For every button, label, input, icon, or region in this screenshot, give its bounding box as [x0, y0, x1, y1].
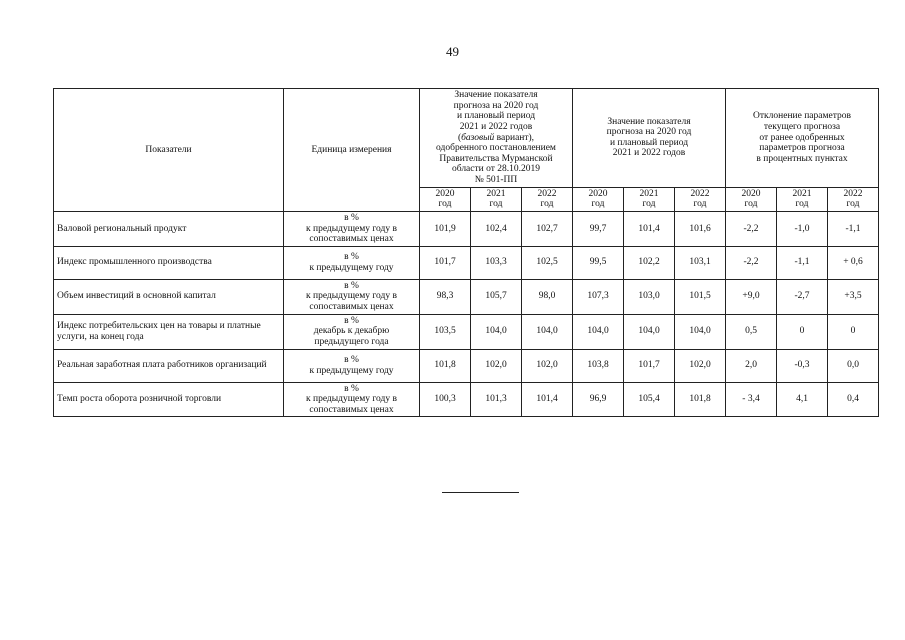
table-row — [54, 349, 879, 382]
header-year-cell: 2022 год — [522, 187, 573, 211]
value-cell: 96,9 — [573, 382, 624, 417]
value-cell: -1,1 — [828, 211, 879, 246]
footer-rule — [442, 492, 519, 493]
value-cell: 103,3 — [471, 246, 522, 279]
value-cell: 102,0 — [522, 349, 573, 382]
value-cell: 104,0 — [624, 314, 675, 349]
indicator-cell: Валовой региональный продукт — [54, 211, 284, 246]
value-cell: +9,0 — [726, 279, 777, 314]
value-cell: 103,0 — [624, 279, 675, 314]
value-cell: 101,8 — [675, 382, 726, 417]
value-cell: 98,0 — [522, 279, 573, 314]
unit-cell: в % к предыдущему году в сопоставимых ценах — [284, 382, 420, 417]
value-cell: 101,7 — [420, 246, 471, 279]
value-cell: 0 — [777, 314, 828, 349]
value-cell: 0,5 — [726, 314, 777, 349]
value-cell: + 0,6 — [828, 246, 879, 279]
header-year-cell: 2020 год — [420, 187, 471, 211]
indicator-cell: Объем инвестиций в основной капитал — [54, 279, 284, 314]
value-cell: 104,0 — [471, 314, 522, 349]
value-cell: 98,3 — [420, 279, 471, 314]
value-cell: -2,2 — [726, 246, 777, 279]
header-group-current: Значение показателя прогноза на 2020 год и плановый период 2021 и 2022 годов — [573, 89, 726, 188]
table-row — [54, 314, 879, 349]
value-cell: 101,4 — [522, 382, 573, 417]
value-cell: 101,5 — [675, 279, 726, 314]
value-cell: 0,0 — [828, 349, 879, 382]
value-cell: 101,7 — [624, 349, 675, 382]
value-cell: 101,4 — [624, 211, 675, 246]
value-cell: 0,4 — [828, 382, 879, 417]
unit-cell: в % к предыдущему году — [284, 349, 420, 382]
value-cell: -2,7 — [777, 279, 828, 314]
header-year-cell: 2021 год — [624, 187, 675, 211]
value-cell: +3,5 — [828, 279, 879, 314]
value-cell: 100,3 — [420, 382, 471, 417]
header-group-base: Значение показателя прогноза на 2020 год и плановый период 2021 и 2022 годов (базовый вариант), одобренного постановлением Правительства Мурманской области от 28.10.2019 № 501-ПП — [420, 89, 573, 188]
table-row — [54, 382, 879, 417]
table-row — [54, 279, 879, 314]
table-row — [54, 211, 879, 246]
value-cell: 103,1 — [675, 246, 726, 279]
value-cell: 102,5 — [522, 246, 573, 279]
value-cell: 103,5 — [420, 314, 471, 349]
value-cell: 4,1 — [777, 382, 828, 417]
header-year-cell: 2021 год — [471, 187, 522, 211]
value-cell: 105,4 — [624, 382, 675, 417]
value-cell: -1,0 — [777, 211, 828, 246]
value-cell: - 3,4 — [726, 382, 777, 417]
header-year-cell: 2021 год — [777, 187, 828, 211]
value-cell: 103,8 — [573, 349, 624, 382]
forecast-table — [53, 88, 879, 417]
value-cell: 104,0 — [573, 314, 624, 349]
table-row — [54, 246, 879, 279]
header-year-cell: 2020 год — [726, 187, 777, 211]
indicator-cell: Темп роста оборота розничной торговли — [54, 382, 284, 417]
unit-cell: в % к предыдущему году в сопоставимых ценах — [284, 279, 420, 314]
header-group-deviation: Отклонение параметров текущего прогноза от ранее одобренных параметров прогноза в процентных пунктах — [726, 89, 879, 188]
value-cell: -2,2 — [726, 211, 777, 246]
header-year-cell: 2022 год — [828, 187, 879, 211]
header-indicators: Показатели — [54, 89, 284, 212]
value-cell: 99,5 — [573, 246, 624, 279]
value-cell: -1,1 — [777, 246, 828, 279]
value-cell: 107,3 — [573, 279, 624, 314]
indicator-cell: Индекс промышленного производства — [54, 246, 284, 279]
page-number: 49 — [446, 44, 459, 59]
value-cell: 101,8 — [420, 349, 471, 382]
value-cell: 101,9 — [420, 211, 471, 246]
header-unit: Единица измерения — [284, 89, 420, 212]
value-cell: 102,0 — [675, 349, 726, 382]
value-cell: 2,0 — [726, 349, 777, 382]
header-year-cell: 2020 год — [573, 187, 624, 211]
unit-cell: в % к предыдущему году в сопоставимых ценах — [284, 211, 420, 246]
value-cell: 99,7 — [573, 211, 624, 246]
value-cell: 102,4 — [471, 211, 522, 246]
value-cell: 101,6 — [675, 211, 726, 246]
value-cell: 102,7 — [522, 211, 573, 246]
value-cell: 101,3 — [471, 382, 522, 417]
unit-cell: в % к предыдущему году — [284, 246, 420, 279]
value-cell: 102,2 — [624, 246, 675, 279]
value-cell: 102,0 — [471, 349, 522, 382]
value-cell: 104,0 — [522, 314, 573, 349]
value-cell: 104,0 — [675, 314, 726, 349]
value-cell: 0 — [828, 314, 879, 349]
header-year-cell: 2022 год — [675, 187, 726, 211]
unit-cell: в % декабрь к декабрю предыдущего года — [284, 314, 420, 349]
header-row-groups — [54, 89, 879, 188]
value-cell: 105,7 — [471, 279, 522, 314]
value-cell: -0,3 — [777, 349, 828, 382]
indicator-cell: Индекс потребительских цен на товары и платные услуги, на конец года — [54, 314, 284, 349]
indicator-cell: Реальная заработная плата работников организаций — [54, 349, 284, 382]
